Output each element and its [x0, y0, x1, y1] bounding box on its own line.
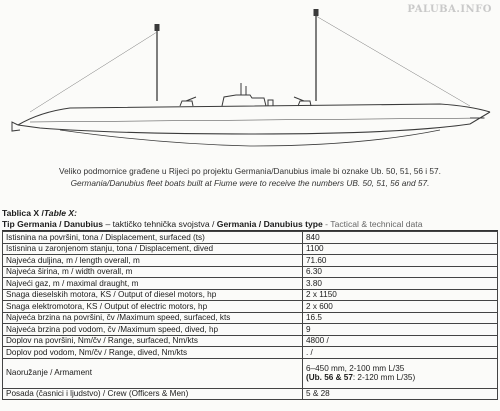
- armament-line-1: 6–450 mm, 2-100 mm L/35: [306, 363, 405, 373]
- row-label: Doplov pod vodom, Nm/čv / Range, dived, Nm/kts: [3, 347, 303, 359]
- watermark: PALUBA.INFO: [407, 4, 492, 15]
- row-value: 2 x 600: [303, 301, 498, 313]
- specs-table: [2, 231, 498, 400]
- row-label: Naoružanje / Armament: [3, 358, 303, 388]
- table-heading: [2, 208, 498, 230]
- figure-caption-english: Germania/Danubius fleet boats built at Fiume were to receive the numbers UB. 50, 51, 56 and 57.: [70, 178, 430, 188]
- table-row: [3, 388, 498, 400]
- row-label: Istisnina na površini, tona / Displacement, surfaced (ts): [3, 232, 303, 244]
- row-value: [303, 358, 498, 388]
- row-label: Posada (časnici i ljudstvo) / Crew (Officers & Men): [3, 388, 303, 400]
- row-value: 6.30: [303, 266, 498, 278]
- row-value: 840: [303, 232, 498, 244]
- submarine-profile-drawing: [0, 0, 500, 165]
- armament-variant: : 2-120 mm L/35): [352, 373, 416, 382]
- row-label: Snaga dieselskih motora, KS / Output of diesel motors, hp: [3, 289, 303, 301]
- row-label: Najveća širina, m / width overall, m: [3, 266, 303, 278]
- row-value: 71.60: [303, 255, 498, 267]
- armament-line-2: [306, 373, 494, 383]
- table-row: [3, 289, 498, 301]
- row-value: . /: [303, 347, 498, 359]
- type-name-en: Germania / Danubius type: [216, 219, 323, 229]
- row-label: Snaga elektromotora, KS / Output of electric motors, hp: [3, 301, 303, 313]
- row-value: 3.80: [303, 278, 498, 290]
- row-value: 2 x 1150: [303, 289, 498, 301]
- row-value: 1100: [303, 243, 498, 255]
- table-row: [3, 301, 498, 313]
- armament-boats: (Ub. 56 & 57: [306, 373, 353, 382]
- row-label: Najveća brzina na površini, čv /Maximum speed, surfaced, kts: [3, 312, 303, 324]
- row-label: Doplov na površini, Nm/čv / Range, surfaced, Nm/kts: [3, 335, 303, 347]
- row-label: Najveća brzina pod vodom, čv /Maximum speed, dived, hp: [3, 324, 303, 336]
- row-value: 5 & 28: [303, 388, 498, 400]
- table-row: [3, 255, 498, 267]
- table-row: [3, 335, 498, 347]
- table-row: [3, 232, 498, 244]
- table-subtitle: [2, 219, 498, 230]
- table-title-hr: Tablica X /: [2, 208, 44, 218]
- type-name-hr: Tip Germania / Danubius: [2, 219, 104, 229]
- row-value: 4800 /: [303, 335, 498, 347]
- row-value: 16.5: [303, 312, 498, 324]
- row-label: Najveći gaz, m / maximal draught, m: [3, 278, 303, 290]
- table-row: [3, 347, 498, 359]
- table-row: [3, 266, 498, 278]
- table-row: [3, 324, 498, 336]
- table-title-en: Table X:: [43, 208, 77, 218]
- row-label: Istisnina u zaronjenom stanju, tona / Displacement, dived: [3, 243, 303, 255]
- figure-caption-croatian: Veliko podmornice građene u Rijeci po projektu Germania/Danubius imale bi oznake Ub. 50, 51, 56 i 57.: [59, 166, 441, 176]
- row-label: Najveća duljina, m / length overall, m: [3, 255, 303, 267]
- row-value: 9: [303, 324, 498, 336]
- table-title: [2, 208, 498, 219]
- table-row: [3, 243, 498, 255]
- subtitle-hr: – taktičko tehnička svojstva /: [103, 219, 217, 229]
- subtitle-en: - Tactical & technical data: [322, 219, 423, 229]
- table-row: [3, 278, 498, 290]
- table-row: [3, 312, 498, 324]
- table-row: [3, 358, 498, 388]
